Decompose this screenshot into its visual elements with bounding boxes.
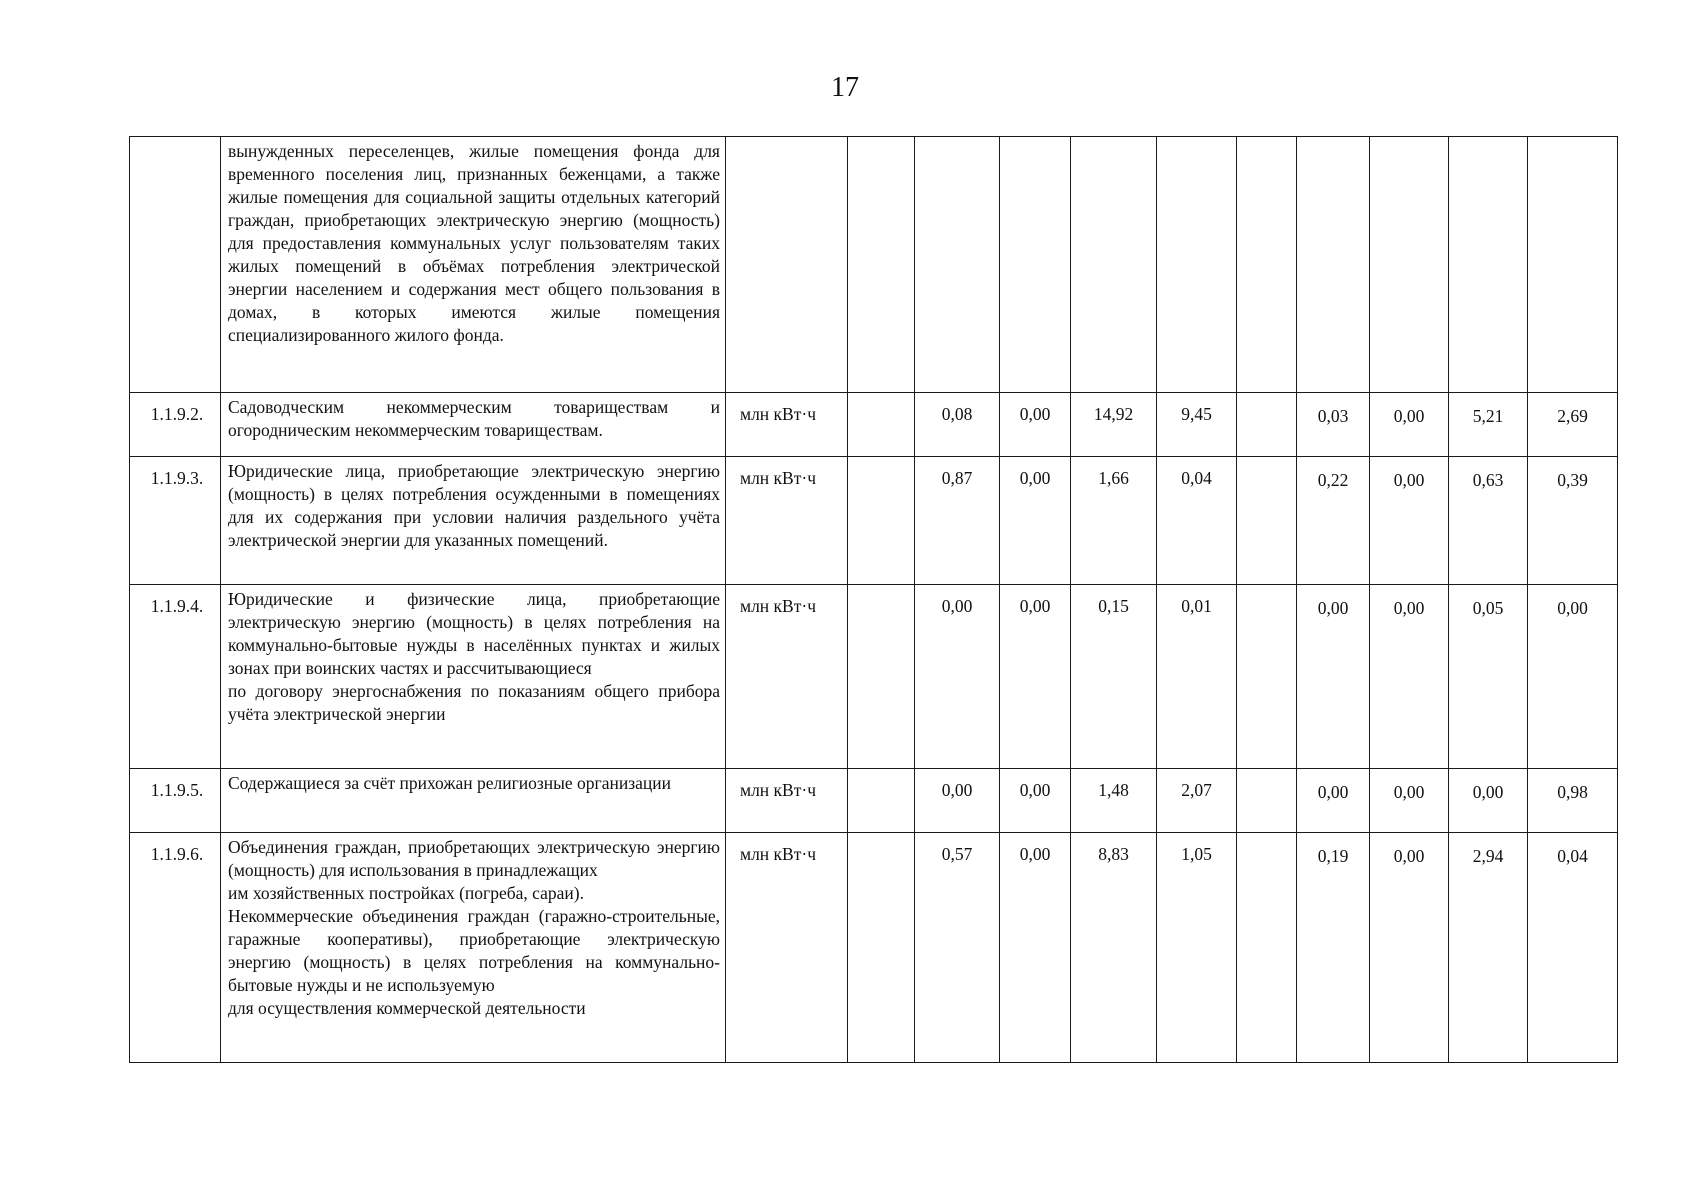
description-line: им хозяйственных постройках (погреба, сараи). — [228, 883, 584, 903]
value-cell — [1000, 137, 1071, 393]
value-cell: 0,00 — [915, 585, 1000, 769]
value-cell: 0,00 — [915, 769, 1000, 833]
value-cell: 0,00 — [1370, 585, 1449, 769]
value-cell: 0,01 — [1157, 585, 1237, 769]
value-cell — [1297, 137, 1370, 393]
value-cell: 0,00 — [1528, 585, 1618, 769]
value-cell: 0,00 — [1370, 769, 1449, 833]
value-cell: 0,00 — [1370, 393, 1449, 457]
value-cell: 2,07 — [1157, 769, 1237, 833]
row-unit: млн кВт·ч — [726, 769, 848, 833]
value-cell — [1237, 393, 1297, 457]
description-line: Некоммерческие объединения граждан (гаражно-строительные, гаражные кооперативы), приобретающие электрическую энергию (мощность) в целях потребления на коммунально-бытовые нужды и не используемую — [228, 906, 720, 995]
description-line: Объединения граждан, приобретающих электрическую энергию (мощность) для использования в принадлежащих — [228, 837, 720, 880]
description-line: для осуществления коммерческой деятельности — [228, 998, 586, 1018]
row-number: 1.1.9.6. — [130, 833, 221, 1063]
value-cell: 5,21 — [1449, 393, 1528, 457]
description-line: вынужденных переселенцев, жилые помещения фонда для временного поселения лиц, признанных беженцами, а также жилые помещения для социальной защиты отдельных категорий граждан, приобретающих электрическую энергию (мощность) для предоставления коммунальных услуг пользователям таких жилых помещений в объёмах потребления электрической энергии населением и содержания мест общего пользования в домах, в которых имеются жилые помещения специализированного жилого фонда. — [228, 141, 720, 345]
value-cell: 0,22 — [1297, 457, 1370, 585]
row-unit — [726, 137, 848, 393]
page-number: 17 — [831, 72, 859, 103]
value-cell — [915, 137, 1000, 393]
row-number: 1.1.9.5. — [130, 769, 221, 833]
value-cell: 1,48 — [1071, 769, 1157, 833]
description-line: Садоводческим некоммерческим товариществам и огородническим некоммерческим товариществам. — [228, 397, 720, 440]
value-cell: 0,00 — [1449, 769, 1528, 833]
value-cell — [848, 769, 915, 833]
table-row — [130, 585, 1618, 769]
value-cell: 0,63 — [1449, 457, 1528, 585]
value-cell — [1449, 137, 1528, 393]
value-cell: 0,00 — [1370, 833, 1449, 1063]
value-cell: 2,94 — [1449, 833, 1528, 1063]
value-cell: 0,57 — [915, 833, 1000, 1063]
table-row — [130, 393, 1618, 457]
value-cell — [848, 393, 915, 457]
value-cell: 0,05 — [1449, 585, 1528, 769]
value-cell: 0,19 — [1297, 833, 1370, 1063]
value-cell: 0,00 — [1000, 833, 1071, 1063]
value-cell: 0,15 — [1071, 585, 1157, 769]
value-cell: 1,05 — [1157, 833, 1237, 1063]
description-line: Содержащиеся за счёт прихожан религиозные организации — [228, 773, 672, 793]
value-cell: 0,00 — [1297, 769, 1370, 833]
description-line: по договору энергоснабжения по показаниям общего прибора учёта электрической энергии — [228, 681, 720, 724]
value-cell: 0,39 — [1528, 457, 1618, 585]
table-row — [130, 457, 1618, 585]
row-unit: млн кВт·ч — [726, 457, 848, 585]
value-cell: 0,04 — [1528, 833, 1618, 1063]
row-number: 1.1.9.2. — [130, 393, 221, 457]
value-cell — [1237, 457, 1297, 585]
value-cell — [848, 585, 915, 769]
value-cell: 0,04 — [1157, 457, 1237, 585]
value-cell — [1157, 137, 1237, 393]
value-cell — [1237, 833, 1297, 1063]
row-number: 1.1.9.4. — [130, 585, 221, 769]
value-cell: 0,08 — [915, 393, 1000, 457]
value-cell — [848, 833, 915, 1063]
table-row — [130, 833, 1618, 1063]
value-cell: 0,00 — [1000, 769, 1071, 833]
row-description — [221, 393, 726, 457]
value-cell: 14,92 — [1071, 393, 1157, 457]
value-cell: 0,00 — [1297, 585, 1370, 769]
row-description — [221, 137, 726, 393]
value-cell: 2,69 — [1528, 393, 1618, 457]
description-line: Юридические лица, приобретающие электрическую энергию (мощность) в целях потребления осужденными в помещениях для их содержания при условии наличия раздельного учёта электрической энергии для указанных помещений. — [228, 461, 720, 550]
row-number: 1.1.9.3. — [130, 457, 221, 585]
value-cell: 0,03 — [1297, 393, 1370, 457]
value-cell: 0,87 — [915, 457, 1000, 585]
table-row — [130, 769, 1618, 833]
value-cell — [1237, 769, 1297, 833]
value-cell — [1237, 585, 1297, 769]
value-cell: 0,98 — [1528, 769, 1618, 833]
value-cell: 0,00 — [1000, 393, 1071, 457]
value-cell: 8,83 — [1071, 833, 1157, 1063]
row-unit: млн кВт·ч — [726, 393, 848, 457]
value-cell: 0,00 — [1000, 457, 1071, 585]
row-description — [221, 585, 726, 769]
row-unit: млн кВт·ч — [726, 585, 848, 769]
row-description — [221, 457, 726, 585]
row-description — [221, 833, 726, 1063]
value-cell: 0,00 — [1000, 585, 1071, 769]
row-description — [221, 769, 726, 833]
value-cell — [1237, 137, 1297, 393]
tariff-volume-table — [129, 136, 1618, 1063]
value-cell: 1,66 — [1071, 457, 1157, 585]
value-cell — [848, 457, 915, 585]
value-cell — [848, 137, 915, 393]
description-line: Юридические и физические лица, приобретающие электрическую энергию (мощность) в целях потребления на коммунально-бытовые нужды в населённых пунктах и жилых зонах при воинских частях и рассчитывающиеся — [228, 589, 720, 678]
row-unit: млн кВт·ч — [726, 833, 848, 1063]
value-cell — [1370, 137, 1449, 393]
value-cell — [1071, 137, 1157, 393]
value-cell — [1528, 137, 1618, 393]
value-cell: 9,45 — [1157, 393, 1237, 457]
value-cell: 0,00 — [1370, 457, 1449, 585]
row-number — [130, 137, 221, 393]
table-row — [130, 137, 1618, 393]
